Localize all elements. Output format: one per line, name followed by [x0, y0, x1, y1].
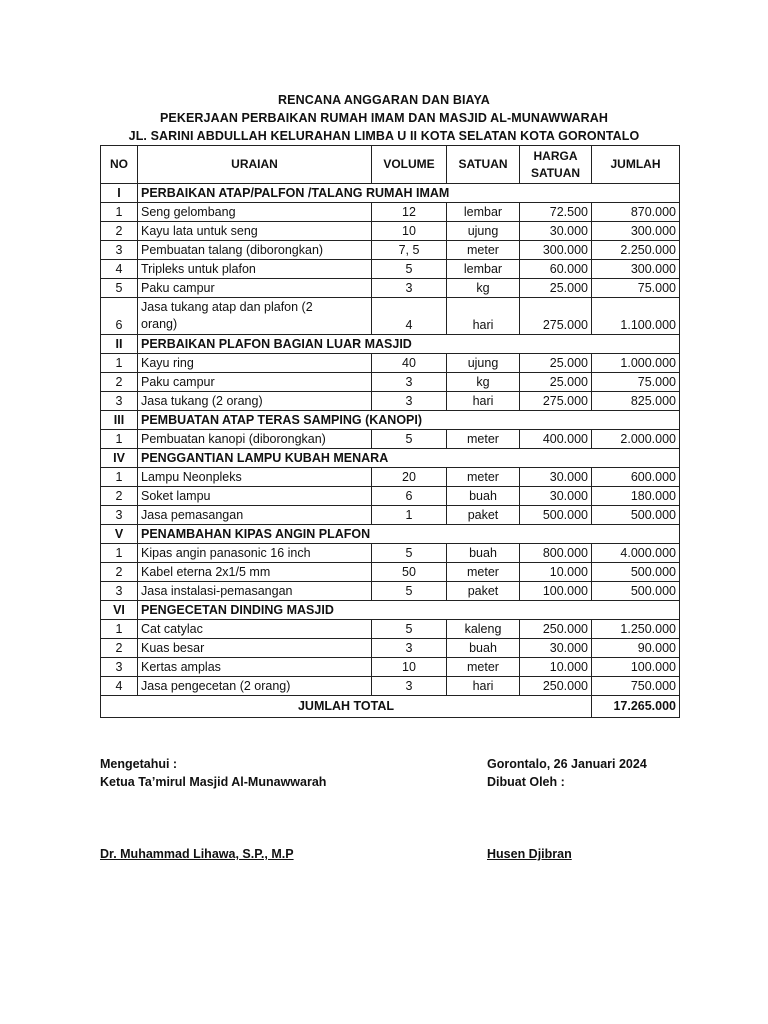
cell-harga: 25.000 — [520, 373, 592, 392]
header-satuan: SATUAN — [447, 146, 520, 184]
table-row — [101, 639, 680, 658]
cell-harga: 300.000 — [520, 241, 592, 260]
table-row — [101, 222, 680, 241]
cell-jumlah: 90.000 — [592, 639, 680, 658]
cell-uraian: Tripleks untuk plafon — [138, 260, 372, 279]
table-row — [101, 658, 680, 677]
cell-uraian: Kertas amplas — [138, 658, 372, 677]
cell-volume: 5 — [372, 582, 447, 601]
cell-volume: 5 — [372, 620, 447, 639]
cell-volume: 5 — [372, 544, 447, 563]
table-row — [101, 373, 680, 392]
cell-no: 1 — [101, 354, 138, 373]
cell-satuan: meter — [447, 563, 520, 582]
cell-harga: 10.000 — [520, 563, 592, 582]
cell-no: 2 — [101, 487, 138, 506]
cell-satuan: hari — [447, 298, 520, 335]
cell-harga: 100.000 — [520, 582, 592, 601]
header-volume: VOLUME — [372, 146, 447, 184]
cell-uraian: Kayu ring — [138, 354, 372, 373]
section-row — [101, 184, 680, 203]
cell-jumlah: 4.000.000 — [592, 544, 680, 563]
cell-volume: 5 — [372, 260, 447, 279]
section-no: II — [101, 335, 138, 354]
total-label: JUMLAH TOTAL — [101, 696, 592, 718]
cell-uraian: Jasa pemasangan — [138, 506, 372, 525]
cell-uraian: Jasa tukang (2 orang) — [138, 392, 372, 411]
cell-jumlah: 750.000 — [592, 677, 680, 696]
cell-no: 2 — [101, 373, 138, 392]
cell-harga: 60.000 — [520, 260, 592, 279]
left-signatory-name: Dr. Muhammad Lihawa, S.P., M.P — [100, 847, 294, 861]
cell-no: 4 — [101, 260, 138, 279]
cell-no: 1 — [101, 620, 138, 639]
cell-harga: 10.000 — [520, 658, 592, 677]
cell-uraian-line2: orang) — [141, 317, 178, 331]
table-row — [101, 241, 680, 260]
table-row — [101, 430, 680, 449]
table-row — [101, 260, 680, 279]
document-header — [0, 91, 768, 145]
section-no: V — [101, 525, 138, 544]
header-harga-line1: HARGA — [533, 148, 578, 163]
header-jumlah: JUMLAH — [592, 146, 680, 184]
cell-harga: 250.000 — [520, 677, 592, 696]
cell-jumlah: 870.000 — [592, 203, 680, 222]
cell-satuan: meter — [447, 241, 520, 260]
cell-uraian: Pembuatan kanopi (diborongkan) — [138, 430, 372, 449]
section-row — [101, 601, 680, 620]
table-row — [101, 620, 680, 639]
document-title: RENCANA ANGGARAN DAN BIAYA — [278, 93, 490, 107]
cell-jumlah: 100.000 — [592, 658, 680, 677]
cell-uraian: Pembuatan talang (diborongkan) — [138, 241, 372, 260]
cell-harga: 275.000 — [520, 298, 592, 335]
budget-table — [100, 145, 680, 718]
place-date: Gorontalo, 26 Januari 2024 — [487, 757, 647, 771]
cell-volume: 5 — [372, 430, 447, 449]
header-no: NO — [101, 146, 138, 184]
section-title: PERBAIKAN ATAP/PALFON /TALANG RUMAH IMAM — [138, 184, 680, 203]
cell-jumlah: 1.100.000 — [592, 298, 680, 335]
cell-satuan: kaleng — [447, 620, 520, 639]
cell-jumlah: 300.000 — [592, 222, 680, 241]
cell-uraian: Lampu Neonpleks — [138, 468, 372, 487]
cell-satuan: lembar — [447, 203, 520, 222]
table-row — [101, 468, 680, 487]
table-row — [101, 544, 680, 563]
cell-harga: 30.000 — [520, 639, 592, 658]
table-header-row — [101, 146, 680, 184]
cell-harga: 25.000 — [520, 354, 592, 373]
cell-uraian: Kipas angin panasonic 16 inch — [138, 544, 372, 563]
cell-no: 3 — [101, 506, 138, 525]
cell-volume: 4 — [372, 298, 447, 335]
cell-jumlah: 2.000.000 — [592, 430, 680, 449]
document-address: JL. SARINI ABDULLAH KELURAHAN LIMBA U II KOTA SELATAN KOTA GORONTALO — [128, 129, 640, 143]
cell-jumlah: 2.250.000 — [592, 241, 680, 260]
cell-satuan: hari — [447, 392, 520, 411]
left-position-title: Ketua Ta’mirul Masjid Al-Munawwarah — [100, 775, 327, 789]
cell-volume: 50 — [372, 563, 447, 582]
cell-uraian: Jasa instalasi-pemasangan — [138, 582, 372, 601]
section-title: PENAMBAHAN KIPAS ANGIN PLAFON — [138, 525, 680, 544]
cell-no: 4 — [101, 677, 138, 696]
cell-volume: 3 — [372, 373, 447, 392]
cell-volume: 20 — [372, 468, 447, 487]
section-title: PENGECETAN DINDING MASJID — [138, 601, 680, 620]
header-harga-satuan — [520, 146, 592, 184]
table-row — [101, 506, 680, 525]
table-row — [101, 487, 680, 506]
cell-no: 1 — [101, 468, 138, 487]
cell-jumlah: 500.000 — [592, 563, 680, 582]
table-row — [101, 392, 680, 411]
section-row — [101, 411, 680, 430]
right-prepared-by-label: Dibuat Oleh : — [487, 775, 565, 789]
cell-harga: 800.000 — [520, 544, 592, 563]
cell-uraian: Kuas besar — [138, 639, 372, 658]
cell-uraian: Paku campur — [138, 279, 372, 298]
section-no: IV — [101, 449, 138, 468]
cell-uraian: Kabel eterna 2x1/5 mm — [138, 563, 372, 582]
cell-satuan: paket — [447, 582, 520, 601]
cell-jumlah: 600.000 — [592, 468, 680, 487]
cell-no: 2 — [101, 222, 138, 241]
document-subtitle: PEKERJAAN PERBAIKAN RUMAH IMAM DAN MASJID AL-MUNAWWARAH — [159, 111, 609, 125]
cell-no: 1 — [101, 430, 138, 449]
cell-volume: 40 — [372, 354, 447, 373]
cell-jumlah: 825.000 — [592, 392, 680, 411]
cell-jumlah: 1.250.000 — [592, 620, 680, 639]
cell-satuan: buah — [447, 639, 520, 658]
right-signatory-name: Husen Djibran — [487, 847, 572, 861]
cell-jumlah: 75.000 — [592, 373, 680, 392]
cell-no: 2 — [101, 563, 138, 582]
total-row — [101, 696, 680, 718]
cell-uraian: Kayu lata untuk seng — [138, 222, 372, 241]
cell-no: 3 — [101, 392, 138, 411]
table-row — [101, 298, 680, 335]
section-title: PEMBUATAN ATAP TERAS SAMPING (KANOPI) — [138, 411, 680, 430]
cell-volume: 3 — [372, 279, 447, 298]
section-row — [101, 525, 680, 544]
cell-jumlah: 500.000 — [592, 582, 680, 601]
cell-jumlah: 500.000 — [592, 506, 680, 525]
section-row — [101, 449, 680, 468]
cell-satuan: meter — [447, 468, 520, 487]
section-no: III — [101, 411, 138, 430]
cell-no: 1 — [101, 203, 138, 222]
cell-jumlah: 180.000 — [592, 487, 680, 506]
table-row — [101, 582, 680, 601]
table-row — [101, 279, 680, 298]
cell-volume: 10 — [372, 658, 447, 677]
cell-uraian: Cat catylac — [138, 620, 372, 639]
cell-satuan: hari — [447, 677, 520, 696]
section-no: I — [101, 184, 138, 203]
cell-satuan: paket — [447, 506, 520, 525]
header-harga-line2: SATUAN — [530, 165, 581, 180]
cell-satuan: buah — [447, 487, 520, 506]
cell-no: 1 — [101, 544, 138, 563]
cell-harga: 72.500 — [520, 203, 592, 222]
cell-jumlah: 1.000.000 — [592, 354, 680, 373]
cell-harga: 400.000 — [520, 430, 592, 449]
cell-uraian: Paku campur — [138, 373, 372, 392]
cell-satuan: ujung — [447, 222, 520, 241]
cell-volume: 3 — [372, 392, 447, 411]
cell-satuan: buah — [447, 544, 520, 563]
cell-harga: 275.000 — [520, 392, 592, 411]
cell-uraian — [138, 298, 372, 335]
cell-volume: 12 — [372, 203, 447, 222]
total-value: 17.265.000 — [592, 696, 680, 718]
cell-uraian: Soket lampu — [138, 487, 372, 506]
table-row — [101, 677, 680, 696]
cell-satuan: ujung — [447, 354, 520, 373]
cell-no: 2 — [101, 639, 138, 658]
cell-volume: 7, 5 — [372, 241, 447, 260]
cell-jumlah: 75.000 — [592, 279, 680, 298]
left-acknowledge-label: Mengetahui : — [100, 757, 178, 771]
cell-uraian: Jasa pengecetan (2 orang) — [138, 677, 372, 696]
cell-jumlah: 300.000 — [592, 260, 680, 279]
section-row — [101, 335, 680, 354]
cell-volume: 6 — [372, 487, 447, 506]
cell-volume: 3 — [372, 639, 447, 658]
cell-harga: 25.000 — [520, 279, 592, 298]
cell-satuan: meter — [447, 658, 520, 677]
table-row — [101, 203, 680, 222]
cell-no: 6 — [101, 298, 138, 335]
cell-harga: 30.000 — [520, 222, 592, 241]
section-title: PENGGANTIAN LAMPU KUBAH MENARA — [138, 449, 680, 468]
section-no: VI — [101, 601, 138, 620]
cell-uraian: Seng gelombang — [138, 203, 372, 222]
cell-satuan: kg — [447, 279, 520, 298]
table-row — [101, 354, 680, 373]
cell-harga: 30.000 — [520, 487, 592, 506]
cell-satuan: lembar — [447, 260, 520, 279]
cell-harga: 30.000 — [520, 468, 592, 487]
cell-no: 5 — [101, 279, 138, 298]
header-uraian: URAIAN — [138, 146, 372, 184]
cell-volume: 3 — [372, 677, 447, 696]
cell-harga: 250.000 — [520, 620, 592, 639]
cell-volume: 1 — [372, 506, 447, 525]
cell-no: 3 — [101, 582, 138, 601]
section-title: PERBAIKAN PLAFON BAGIAN LUAR MASJID — [138, 335, 680, 354]
cell-satuan: meter — [447, 430, 520, 449]
cell-no: 3 — [101, 241, 138, 260]
table-row — [101, 563, 680, 582]
cell-volume: 10 — [372, 222, 447, 241]
cell-no: 3 — [101, 658, 138, 677]
cell-uraian-line1: Jasa tukang atap dan plafon (2 — [141, 300, 313, 314]
cell-satuan: kg — [447, 373, 520, 392]
cell-harga: 500.000 — [520, 506, 592, 525]
